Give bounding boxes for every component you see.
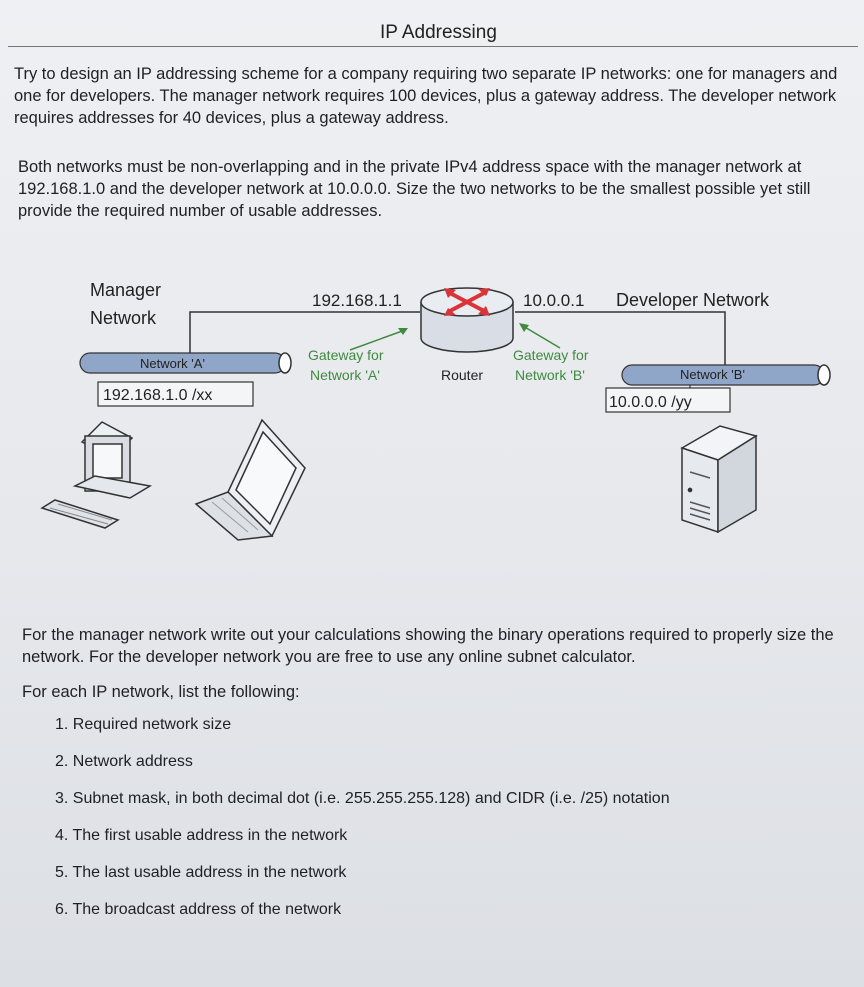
intro-paragraph-1: Try to design an IP addressing scheme for a company requiring two separate IP networks: one for managers and one for developers. The manager network requires 100 devices, plus a gateway address. The developer network requires addresses for 40 devices, plus a gateway address. bbox=[14, 65, 838, 127]
gateway-a-label-line2: Network 'A' bbox=[310, 367, 380, 383]
router-label: Router bbox=[441, 367, 484, 383]
list-item: 2. Network address bbox=[55, 753, 193, 770]
network-a-address: 192.168.1.0 /xx bbox=[103, 387, 213, 404]
network-b-pipe bbox=[622, 365, 830, 385]
gateway-b-label-line1: Gateway for bbox=[513, 347, 589, 363]
network-a-label: Network 'A' bbox=[140, 356, 205, 371]
intro-paragraph-2: Both networks must be non-overlapping and in the private IPv4 address space with the manager network at 192.168.1.0 and the developer network at 10.0.0.0. Size the two networks to be the smallest possible yet still provide the required number of usable addresses. bbox=[18, 158, 811, 220]
list-item: 6. The broadcast address of the network bbox=[55, 901, 342, 918]
list-item: 3. Subnet mask, in both decimal dot (i.e. 255.255.255.128) and CIDR (i.e. /25) notation bbox=[55, 790, 670, 807]
instructions-paragraph: For the manager network write out your calculations showing the binary operations required to properly size the network. For the developer network you are free to use any online subnet calculator. bbox=[22, 626, 834, 666]
developer-network-label: Developer Network bbox=[616, 290, 770, 310]
list-intro: For each IP network, list the following: bbox=[22, 683, 300, 701]
gateway-a-label-line1: Gateway for bbox=[308, 347, 384, 363]
network-b-label: Network 'B' bbox=[680, 367, 745, 382]
list-item: 5. The last usable address in the network bbox=[55, 864, 347, 881]
manager-network-label-line1: Manager bbox=[90, 280, 162, 300]
network-b-address: 10.0.0.0 /yy bbox=[609, 394, 692, 411]
network-diagram bbox=[0, 240, 864, 560]
list-item: 4. The first usable address in the network bbox=[55, 827, 348, 844]
manager-network-label-line2: Network bbox=[90, 308, 157, 328]
laptop-icon bbox=[196, 420, 305, 540]
list-item: 1. Required network size bbox=[55, 716, 232, 733]
gateway-a-ip: 192.168.1.1 bbox=[312, 291, 402, 310]
router-icon bbox=[421, 288, 513, 352]
page-title: IP Addressing bbox=[380, 22, 497, 43]
title-divider bbox=[8, 46, 858, 47]
server-tower-icon bbox=[682, 426, 756, 532]
network-a-pipe bbox=[80, 353, 291, 373]
gateway-b-label-line2: Network 'B' bbox=[515, 367, 585, 383]
desktop-computer-icon bbox=[42, 422, 150, 528]
requirements-list bbox=[55, 716, 815, 938]
gateway-b-ip: 10.0.0.1 bbox=[523, 291, 585, 310]
